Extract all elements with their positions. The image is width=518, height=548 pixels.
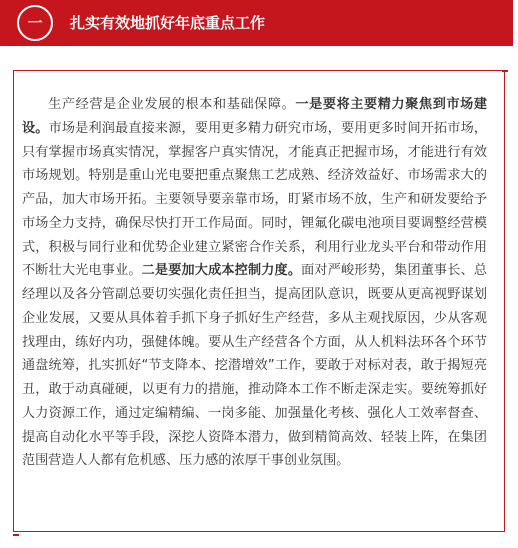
market-building-text: 市场是利润最直接来源，要用更多精力研究市场，要用更多时间开拓市场，只有掌握市场真实情况，掌握客户真实情况，才能真正把握市场，才能进行有效市场规划。特别是重山光电要把重点聚焦工艺成熟、经济效益好、市场需求大的产品，加大市场开拓。主要领导要亲靠市场，盯紧市场不放，生产和研发要给予市场全力支持，确保尽快打开工作局面。同时，锂氟化碳电池项目要调整经营模式，积极与同行业和优势企业建立紧密合作关系，利用行业龙头平台和带动作用不断壮大光电事业。 xyxy=(22,120,488,279)
cost-control-text: 面对严峻形势，集团董事长、总经理以及各分管副总要切实强化责任担当，提高团队意识，既要从更高视野谋划企业发展，又要从具体着手抓下身子抓好生产经营，多从主观找原因，少从客观找理由，练好内功，强健体魄。要从生产经营各个方面，从人机料法环各个环节通盘统筹，扎实抓好“节支降本、挖潜增效”工作，要敢于对标对表，敢于揭短亮丑，敢于动真碰硬，以更有力的措施，推动降本工作不断走深走实。要统筹抓好人力资源工作，通过定编精编、一岗多能、加强量化考核、强化人工效率督查、提高自动化水平等手段，深挖人资降本潜力，做到精简高效、轻装上阵，在集团范围营造人人都有危机感、压力感的浓厚干事创业氛围。 xyxy=(22,263,488,469)
section-number-badge: 一 xyxy=(17,5,53,41)
paragraph-intro: 生产经营是企业发展的根本和基础保障。 xyxy=(48,97,296,112)
section-header-banner xyxy=(0,0,513,46)
key-point-two: 二是要加大成本控制力度。 xyxy=(141,263,302,279)
article-paragraph xyxy=(22,93,487,473)
frame-corner-mark-bottom xyxy=(13,534,19,536)
section-title: 扎实有效地抓好年底重点工作 xyxy=(70,14,266,32)
key-point-one: 一是要将主要精力聚焦到市场建设。 xyxy=(22,97,488,136)
frame-corner-mark-top xyxy=(502,70,508,72)
